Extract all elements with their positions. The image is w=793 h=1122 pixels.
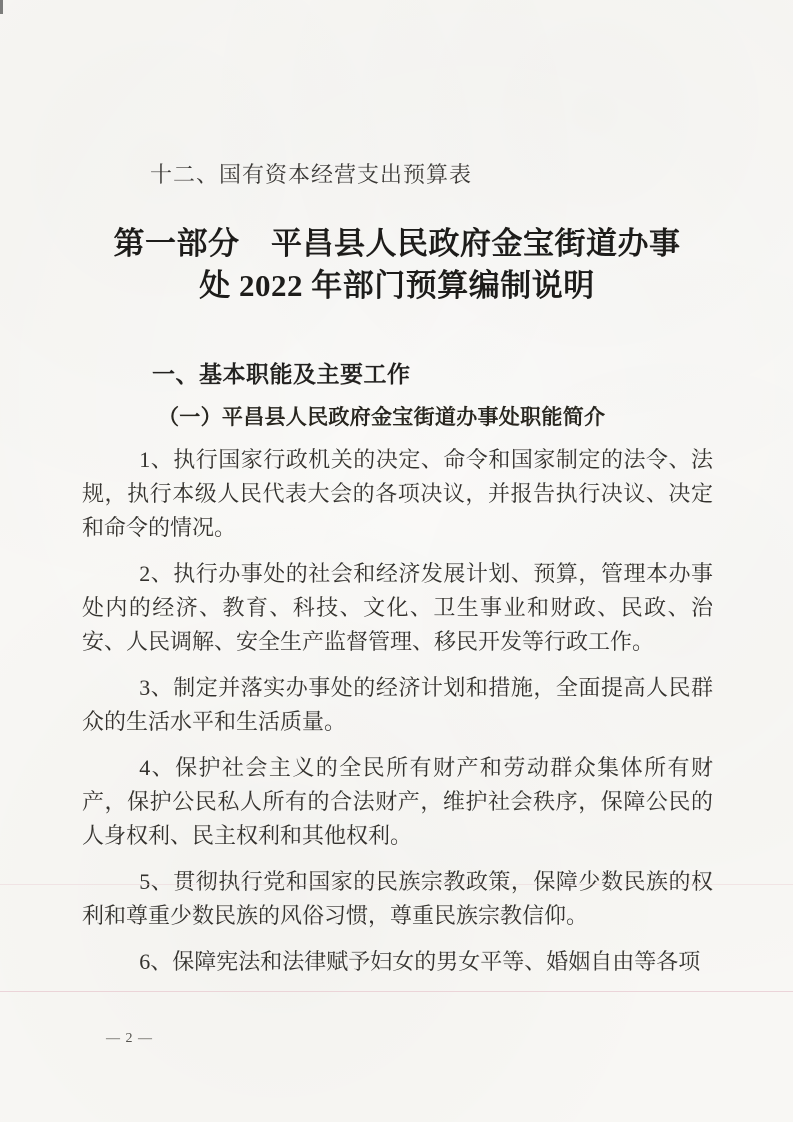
document-title-line-1: 第一部分 平昌县人民政府金宝街道办事 <box>113 226 681 261</box>
scan-corner-artifact <box>0 0 3 14</box>
paragraph-1: 1、执行国家行政机关的决定、命令和国家制定的法令、法规，执行本级人民代表大会的各项决议，并报告执行决议、决定和命令的情况。 <box>82 447 713 540</box>
section-heading: 一、基本职能及主要工作 <box>152 361 411 387</box>
document-title <box>82 223 712 307</box>
paragraph-5: 5、贯彻执行党和国家的民族宗教政策，保障少数民族的权利和尊重少数民族的风俗习惯，尊重民族宗教信仰。 <box>82 869 713 928</box>
paragraph-3: 3、制定并落实办事处的经济计划和措施，全面提高人民群众的生活水平和生活质量。 <box>82 675 713 734</box>
body-text <box>82 443 713 979</box>
subsection-heading: （一）平昌县人民政府金宝街道办事处职能简介 <box>158 405 606 429</box>
paragraph-6: 6、保障宪法和法律赋予妇女的男女平等、婚姻自由等各项 <box>139 949 701 974</box>
paragraph-4: 4、保护社会主义的全民所有财产和劳动群众集体所有财产，保护公民私人所有的合法财产，维护社会秩序，保障公民的人身权利、民主权利和其他权利。 <box>82 755 713 848</box>
toc-line: 十二、国有资本经营支出预算表 <box>150 162 473 187</box>
paragraph-2: 2、执行办事处的社会和经济发展计划、预算，管理本办事处内的经济、教育、科技、文化、卫生事业和财政、民政、治安、人民调解、安全生产监督管理、移民开发等行政工作。 <box>82 561 713 654</box>
document-title-line-2: 处 2022 年部门预算编制说明 <box>199 268 595 303</box>
page-number: — 2 — <box>106 1031 153 1046</box>
scan-artifact-line <box>0 991 793 992</box>
scan-artifact-line <box>0 884 793 885</box>
